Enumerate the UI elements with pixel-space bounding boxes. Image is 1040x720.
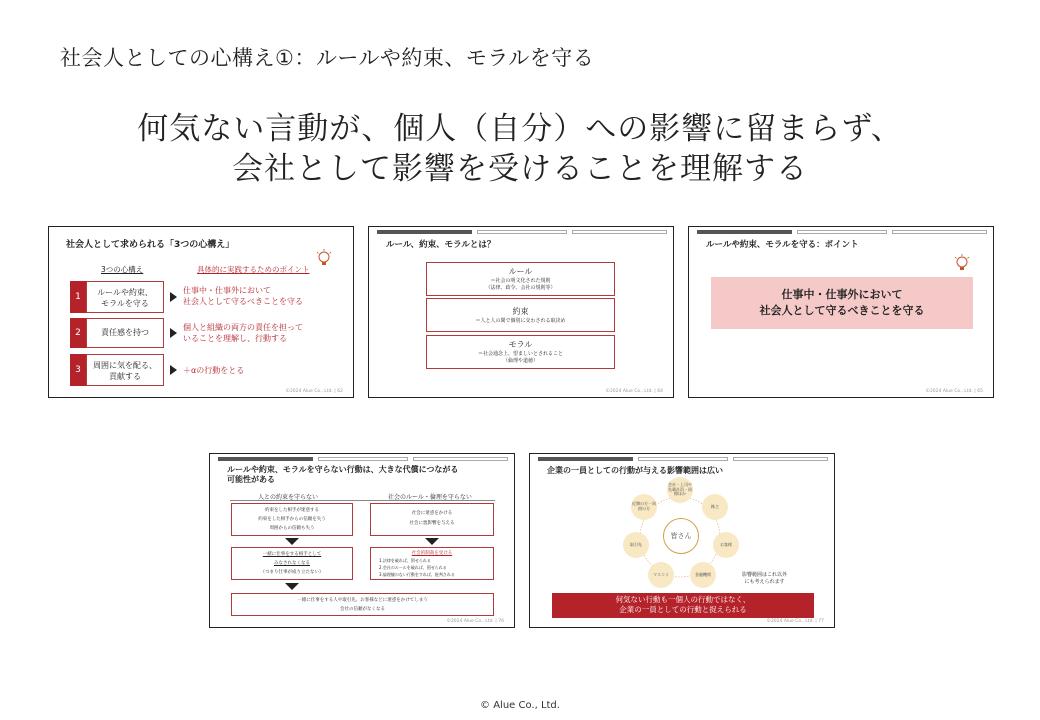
stakeholder-circle: 金融機関 — [690, 562, 716, 588]
consequence-text: 周囲からの信頼も失う — [269, 526, 315, 531]
headline-line-2: 会社として影響を受けることを理解する — [232, 151, 808, 187]
practice-point — [183, 285, 303, 307]
page-number: 62 — [337, 389, 343, 394]
practice-text: 社会人として守るべきことを守る — [183, 297, 303, 306]
slide-thumbnail-64 — [368, 226, 674, 398]
slide-header-bars — [697, 230, 985, 235]
scope-note-text: にも考えられます — [744, 579, 785, 585]
stakeholder-circle: 株主 — [702, 494, 728, 520]
definition-text: （法律、政令、会社の規則等） — [485, 285, 556, 291]
footer-copyright: ©2024 Alue Co., Ltd. — [766, 619, 814, 624]
row-number: 1 — [70, 281, 86, 313]
center-circle: 皆さん — [663, 518, 699, 554]
slide-footer: ©2024 Alue Co., Ltd. | 64 — [605, 389, 663, 394]
definition-text: ＝社会通念上、望ましいとされること — [477, 351, 563, 357]
page-number: 64 — [657, 389, 663, 394]
slide-footer: ©2024 Alue Co., Ltd. | 65 — [925, 389, 983, 394]
practice-point — [183, 322, 303, 344]
headline-line-1: 何気ない言動が、個人（自分）への影響に留まらず、 — [137, 111, 903, 147]
slide-thumbnail-65 — [688, 226, 994, 398]
slide-title-line: ルールや約束、モラルを守らない行動は、大きな代償につながる — [227, 465, 459, 474]
mindset-label: ルールや約束、 — [97, 288, 153, 297]
arrow-right-icon — [170, 292, 177, 302]
scope-note-text: 影響範囲はこれ以外 — [742, 572, 788, 578]
consequence-text: 社会に迷惑をかける — [411, 511, 453, 516]
column-header: 具体的に実践するためのポイント — [197, 265, 310, 274]
definition-term: ルール — [508, 267, 533, 276]
footer-copyright: ©2024 Alue Co., Ltd. — [285, 389, 333, 394]
mindset-box — [86, 281, 164, 313]
slide-title: 企業の一員としての行動が与える影響範囲は広い — [547, 466, 723, 475]
consequence-box — [231, 547, 353, 580]
definition-box — [426, 298, 615, 332]
mindset-label: 責任感を持つ — [101, 328, 149, 337]
row-number: 2 — [70, 318, 86, 348]
slide-title: ルール、約束、モラルとは？ — [386, 240, 496, 250]
consequence-text: 一緒に仕事をする相手として — [262, 552, 322, 557]
key-point-box — [711, 277, 973, 329]
key-point-text: 仕事中・仕事外において — [781, 288, 903, 301]
footer-copyright: ©2024 Alue Co., Ltd. — [925, 389, 973, 394]
banner-text: 企業の一員としての行動と捉えられる — [619, 605, 747, 614]
arrow-down-icon — [425, 538, 439, 545]
mindset-label: 貢献する — [109, 372, 141, 381]
definition-text: ＝人と人の間で個別に交わされる取決め — [475, 318, 566, 324]
slide-thumbnail-76 — [209, 453, 515, 628]
consequence-text: みなされなくなる — [274, 561, 310, 566]
practice-text: 個人と組織の両方の責任を担って — [183, 323, 303, 332]
consequence-text: 一緒に仕事をする人や取引先、お客様などに迷惑をかけてしまう — [297, 598, 428, 603]
definition-text: （倫理や道徳） — [502, 358, 538, 364]
slide-thumbnail-62 — [48, 226, 354, 398]
lightbulb-icon — [954, 254, 970, 272]
row-number: 3 — [70, 354, 86, 386]
banner-text: 何気ない行動も一個人の行動ではなく、 — [615, 595, 751, 604]
slide-title: 社会人として求められる「3つの心構え」 — [66, 240, 235, 250]
column-header: 3つの心構え — [101, 265, 144, 274]
slide-footer: ©2024 Alue Co., Ltd. | 77 — [766, 619, 824, 624]
divider — [230, 500, 495, 501]
page-number: 76 — [498, 619, 504, 624]
consequence-text: 社会に悪影響を与える — [409, 521, 455, 526]
page-number: 77 — [818, 619, 824, 624]
practice-text: ＋αの行動をとる — [183, 366, 245, 375]
scope-note — [742, 572, 787, 586]
lightbulb-icon — [316, 249, 332, 267]
copyright: © Alue Co., Ltd. — [480, 700, 560, 711]
arrow-down-icon — [285, 538, 299, 545]
slide-header-bars — [218, 457, 506, 462]
arrow-right-icon — [170, 328, 177, 338]
definition-text: ＝社会の明文化された規則 — [490, 278, 551, 284]
slide-title — [227, 465, 458, 485]
slide-footer: ©2024 Alue Co., Ltd. | 76 — [446, 619, 504, 624]
slide-header-bars — [538, 457, 826, 462]
arrow-right-icon — [170, 365, 177, 375]
consequence-text: （つまり仕事が成り立たない） — [260, 570, 324, 575]
slide-title: ルールや約束、モラルを守る：ポイント — [706, 240, 859, 250]
consequence-box — [370, 547, 494, 580]
mindset-box — [86, 318, 164, 348]
slide-title-line: 可能性がある — [227, 475, 275, 484]
consequence-text: 3.倫理観のない行動をすれば、批判される — [379, 572, 455, 577]
column-header: 社会のルール・倫理を守らない — [388, 494, 472, 501]
stakeholder-circle: 取引先 — [623, 532, 649, 558]
definition-term: 約束 — [512, 307, 529, 316]
mindset-label: 周囲に気を配る、 — [93, 361, 157, 370]
consequence-text: 約束をした相手が迷惑する — [265, 508, 319, 513]
stakeholder-circle: 近隣の方・周囲の方 — [631, 494, 657, 520]
footer-copyright: ©2024 Alue Co., Ltd. — [446, 619, 494, 624]
key-point-text: 社会人として守るべきことを守る — [759, 304, 925, 317]
mindset-label: モラルを守る — [101, 299, 149, 308]
consequence-summary-box — [231, 593, 494, 616]
message-banner — [552, 593, 814, 618]
column-header: 人との約束を守らない — [258, 494, 319, 501]
definition-box — [426, 262, 615, 296]
stakeholder-circle: お客様 — [713, 532, 739, 558]
stakeholder-circle: 会社・上司や先輩社員・同僚ほか — [667, 477, 693, 503]
arrow-down-icon — [285, 583, 299, 590]
consequence-title: 社会的制裁を受ける — [411, 551, 453, 556]
slide-footer: ©2024 Alue Co., Ltd. | 62 — [285, 389, 343, 394]
footer-copyright: ©2024 Alue Co., Ltd. — [605, 389, 653, 394]
definition-term: モラル — [508, 340, 533, 349]
consequence-text: 約束をした相手からの信頼を失う — [258, 517, 326, 522]
slide-header-bars — [377, 230, 665, 235]
practice-text: 仕事中・仕事外において — [183, 286, 271, 295]
mindset-box — [86, 354, 164, 386]
consequence-box — [231, 503, 353, 536]
definition-box — [426, 335, 615, 369]
consequence-text: 2.会社のルールを破れば、罰せられる — [379, 565, 447, 570]
consequence-text: 会社の信頼がなくなる — [340, 607, 385, 612]
consequence-text: 1.法律を破れば、罰せられる — [379, 558, 431, 563]
consequence-box — [370, 503, 494, 536]
page-title: 社会人としての心構え①：ルールや約束、モラルを守る — [60, 46, 595, 70]
slide-thumbnail-77 — [529, 453, 835, 628]
page-number: 65 — [977, 389, 983, 394]
stakeholder-circle: マスコミ — [648, 562, 674, 588]
practice-text: いることを理解し、行動する — [183, 334, 287, 343]
